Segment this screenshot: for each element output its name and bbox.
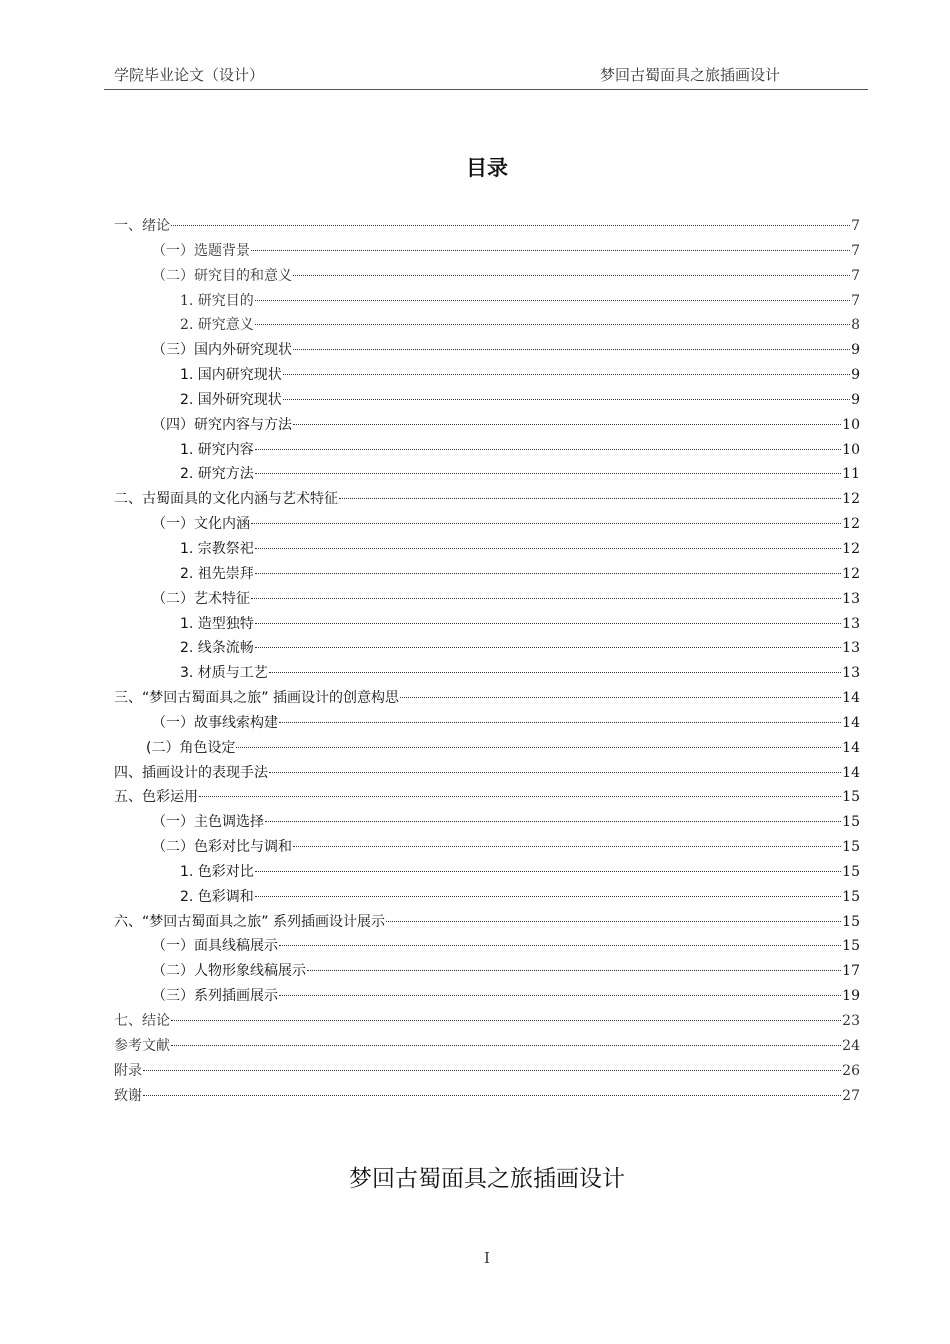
- toc-leader-dots: [293, 274, 850, 276]
- toc-entry-page: 23: [842, 1013, 860, 1029]
- toc-leader-dots: [293, 845, 841, 847]
- toc-leader-dots: [251, 249, 850, 251]
- toc-entry-page: 19: [842, 988, 860, 1005]
- toc-entry[interactable]: [0, 686, 860, 711]
- toc-leader-dots: [255, 622, 841, 624]
- toc-entry-page: 15: [842, 814, 860, 831]
- toc-leader-dots: [143, 1094, 841, 1096]
- toc-leader-dots: [255, 323, 850, 325]
- toc-entry-page: 12: [842, 516, 860, 533]
- toc-entry-page: 14: [842, 714, 860, 731]
- toc-entry-label: 2. 祖先崇拜: [180, 565, 254, 582]
- toc-entry-label: 一、绪论: [114, 218, 170, 234]
- toc-entry-label: （一）文化内涵: [152, 516, 250, 533]
- toc-entry-label: (二）角色设定: [146, 739, 236, 756]
- toc-entry[interactable]: [0, 885, 860, 910]
- toc-leader-dots: [255, 448, 841, 450]
- toc-entry-label: 1. 色彩对比: [180, 863, 254, 880]
- toc-entry-page: 12: [842, 491, 860, 508]
- toc-entry[interactable]: [0, 736, 860, 761]
- toc-entry-page: 15: [842, 938, 860, 955]
- toc-leader-dots: [307, 969, 841, 971]
- toc-entry-page: 7: [851, 267, 860, 284]
- toc-entry-label: 1. 造型独特: [180, 615, 254, 632]
- toc-entry-page: 24: [842, 1037, 860, 1054]
- toc-leader-dots: [199, 795, 841, 797]
- toc-entry-page: 17: [842, 963, 860, 980]
- toc-entry-label: 1. 研究内容: [180, 441, 254, 458]
- toc-entry-page: 13: [842, 665, 860, 682]
- toc-entry-label: 七、结论: [114, 1013, 170, 1029]
- toc-entry-label: 1. 国内研究现状: [180, 367, 282, 384]
- toc-leader-dots: [255, 646, 841, 648]
- toc-leader-dots: [269, 671, 841, 673]
- toc-entry[interactable]: [0, 388, 860, 413]
- toc-entry-label: （一）面具线稿展示: [152, 938, 278, 955]
- toc-entry-label: 1. 研究目的: [180, 292, 254, 309]
- toc-leader-dots: [293, 423, 841, 425]
- toc-entry-page: 15: [842, 913, 860, 930]
- toc-entry-page: 10: [842, 441, 860, 458]
- toc-entry-page: 9: [851, 367, 860, 384]
- toc-entry-page: 10: [842, 416, 860, 433]
- toc-entry[interactable]: [0, 959, 860, 984]
- toc-entry-label: 致谢: [114, 1087, 142, 1104]
- toc-entry[interactable]: [0, 1059, 860, 1084]
- toc-entry-page: 9: [851, 342, 860, 359]
- toc-entry-page: 14: [842, 739, 860, 756]
- toc-entry-page: 7: [851, 242, 860, 259]
- toc-entry[interactable]: [0, 264, 860, 289]
- toc-entry-label: 2. 研究方法: [180, 466, 254, 483]
- toc-entry[interactable]: [0, 711, 860, 736]
- toc-entry[interactable]: [0, 338, 860, 363]
- toc-leader-dots: [143, 1069, 841, 1071]
- toc-entry-page: 12: [842, 540, 860, 557]
- toc-entry-page: 13: [842, 615, 860, 632]
- toc-entry-label: （二）研究目的和意义: [152, 267, 292, 284]
- toc-entry-label: 2. 国外研究现状: [180, 391, 282, 408]
- toc-entry-label: 2. 线条流畅: [180, 640, 254, 657]
- toc-entry-page: 26: [842, 1062, 860, 1079]
- toc-entry[interactable]: [0, 910, 860, 935]
- toc-entry-label: 2. 研究意义: [180, 317, 254, 334]
- toc-leader-dots: [255, 299, 850, 301]
- toc-leader-dots: [236, 746, 841, 748]
- toc-leader-dots: [269, 771, 841, 773]
- toc-entry-label: 三、“梦回古蜀面具之旅” 插画设计的创意构思: [114, 690, 399, 707]
- toc-entry[interactable]: [0, 934, 860, 959]
- toc-leader-dots: [279, 994, 841, 996]
- toc-entry[interactable]: [0, 587, 860, 612]
- toc-entry[interactable]: [0, 363, 860, 388]
- toc-leader-dots: [251, 597, 841, 599]
- toc-entry-label: （二）色彩对比与调和: [152, 839, 292, 856]
- toc-entry-page: 7: [851, 218, 860, 234]
- toc-entry[interactable]: [0, 239, 860, 264]
- toc-entry[interactable]: [0, 214, 860, 239]
- toc-entry[interactable]: [0, 860, 860, 885]
- toc-leader-dots: [255, 572, 841, 574]
- toc-entry-label: 附录: [114, 1062, 142, 1079]
- toc-entry[interactable]: [0, 313, 860, 338]
- toc-entry-page: 14: [842, 690, 860, 707]
- header-right-text: 梦回古蜀面具之旅插画设计: [599, 66, 780, 84]
- toc-entry-label: （一）主色调选择: [152, 814, 264, 831]
- toc-entry-label: （一）故事线索构建: [152, 714, 278, 731]
- toc-entry[interactable]: [0, 1034, 860, 1059]
- toc-entry-label: 1. 宗教祭祀: [180, 540, 254, 557]
- toc-entry[interactable]: [0, 1009, 860, 1034]
- toc-leader-dots: [255, 472, 841, 474]
- toc-leader-dots: [283, 398, 850, 400]
- toc-entry[interactable]: [0, 1084, 860, 1109]
- toc-entry[interactable]: [0, 661, 860, 686]
- header-divider: [104, 89, 868, 90]
- header-left-text: 学院毕业论文（设计）: [114, 66, 265, 84]
- toc-entry[interactable]: [0, 487, 860, 512]
- toc-entry-label: 参考文献: [114, 1037, 170, 1054]
- toc-entry-page: 8: [851, 317, 860, 334]
- toc-leader-dots: [171, 1019, 841, 1021]
- toc-entry[interactable]: [0, 612, 860, 637]
- toc-entry-label: 2. 色彩调和: [180, 888, 254, 905]
- toc-leader-dots: [339, 497, 841, 499]
- toc-leader-dots: [400, 696, 841, 698]
- toc-entry-page: 15: [842, 863, 860, 880]
- toc-leader-dots: [255, 895, 841, 897]
- toc-entry-label: （三）系列插画展示: [152, 988, 278, 1005]
- toc-entry-page: 11: [842, 466, 860, 483]
- toc-entry[interactable]: [0, 785, 860, 810]
- toc-entry-page: 13: [842, 590, 860, 607]
- toc-entry[interactable]: [0, 289, 860, 314]
- toc-title: 目录: [466, 156, 508, 180]
- toc-entry[interactable]: [0, 636, 860, 661]
- toc-entry-page: 14: [842, 764, 860, 781]
- toc-entry-page: 15: [842, 839, 860, 856]
- table-of-contents: [0, 214, 860, 1108]
- toc-entry[interactable]: [0, 835, 860, 860]
- toc-leader-dots: [279, 944, 841, 946]
- toc-entry-label: 四、插画设计的表现手法: [114, 764, 268, 781]
- toc-entry-label: （四）研究内容与方法: [152, 416, 292, 433]
- toc-leader-dots: [386, 920, 841, 922]
- page-number: I: [484, 1249, 490, 1267]
- toc-entry[interactable]: [0, 462, 860, 487]
- toc-entry-label: 3. 材质与工艺: [180, 665, 268, 682]
- toc-entry-label: （二）人物形象线稿展示: [152, 963, 306, 980]
- toc-leader-dots: [279, 721, 841, 723]
- toc-entry[interactable]: [0, 984, 860, 1009]
- toc-leader-dots: [251, 522, 841, 524]
- toc-leader-dots: [255, 870, 841, 872]
- toc-entry-page: 9: [851, 391, 860, 408]
- toc-leader-dots: [255, 547, 841, 549]
- document-title: 梦回古蜀面具之旅插画设计: [349, 1166, 625, 1192]
- toc-entry-label: （二）艺术特征: [152, 590, 250, 607]
- toc-entry-page: 12: [842, 565, 860, 582]
- toc-entry-page: 15: [842, 888, 860, 905]
- toc-entry-label: 二、古蜀面具的文化内涵与艺术特征: [114, 491, 338, 508]
- toc-entry[interactable]: [0, 413, 860, 438]
- toc-leader-dots: [293, 348, 850, 350]
- toc-leader-dots: [171, 1044, 841, 1046]
- toc-entry-page: 7: [851, 292, 860, 309]
- toc-entry[interactable]: [0, 512, 860, 537]
- toc-entry[interactable]: [0, 810, 860, 835]
- toc-entry[interactable]: [0, 562, 860, 587]
- toc-entry-label: （三）国内外研究现状: [152, 342, 292, 359]
- toc-entry-page: 27: [842, 1087, 860, 1104]
- toc-leader-dots: [283, 373, 850, 375]
- toc-entry-page: 13: [842, 640, 860, 657]
- toc-entry-page: 15: [842, 789, 860, 806]
- toc-entry-label: 六、“梦回古蜀面具之旅” 系列插画设计展示: [114, 913, 385, 930]
- toc-leader-dots: [265, 820, 841, 822]
- toc-leader-dots: [171, 224, 850, 226]
- toc-entry-label: （一）选题背景: [152, 242, 250, 259]
- toc-entry[interactable]: [0, 438, 860, 463]
- toc-entry[interactable]: [0, 761, 860, 786]
- toc-entry-label: 五、色彩运用: [114, 789, 198, 806]
- toc-entry[interactable]: [0, 537, 860, 562]
